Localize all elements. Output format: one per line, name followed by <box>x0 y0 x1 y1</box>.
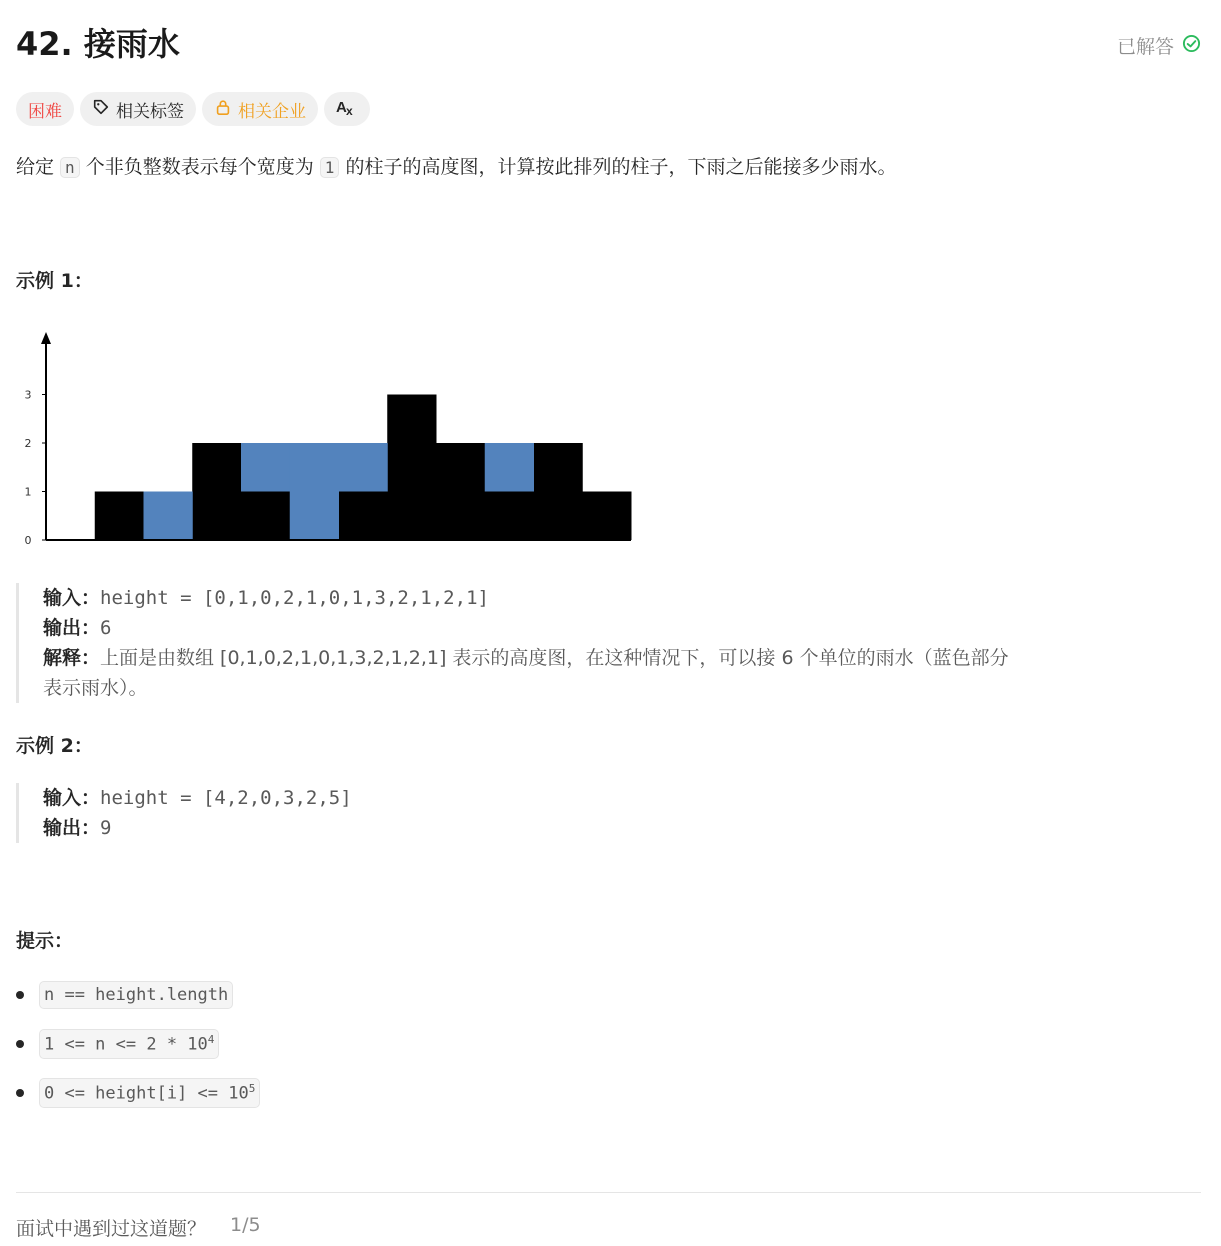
elevation-bar <box>339 492 388 541</box>
interview-feedback <box>16 1214 261 1241</box>
hint-code-base: 1 <= n <= 2 * 10 <box>44 1034 208 1055</box>
explain-label: 解释： <box>43 647 101 669</box>
inline-code-1: 1 <box>320 157 340 178</box>
solved-label: 已解答 <box>1116 36 1174 58</box>
translate-button[interactable] <box>324 92 370 126</box>
bullet <box>16 991 24 999</box>
input-label: 输入： <box>43 787 101 809</box>
water-bar <box>339 443 388 492</box>
hint-code-exponent: 5 <box>248 1082 256 1096</box>
problem-title: 42. 接雨水 <box>16 25 180 63</box>
input-value: height = [0,1,0,2,1,0,1,3,2,1,2,1] <box>100 587 489 609</box>
hint-code: n == height.length <box>39 981 233 1009</box>
output-label: 输出： <box>43 817 101 839</box>
example-2-heading: 示例 2： <box>16 735 93 757</box>
interview-question[interactable]: 面试中遇到过这道题？ <box>16 1218 207 1240</box>
elevation-bar <box>485 492 534 541</box>
interview-count: 1/5 <box>230 1214 261 1236</box>
description-text: 的柱子的高度图，计算按此排列的柱子，下雨之后能接多少雨水。 <box>339 156 897 178</box>
svg-text:x: x <box>346 103 353 117</box>
elevation-bar <box>241 492 290 541</box>
elevation-bar <box>192 443 241 540</box>
hints-heading: 提示： <box>16 930 74 952</box>
y-tick-label: 3 <box>24 388 32 402</box>
tag-bar <box>16 92 370 126</box>
elevation-bar <box>436 443 485 540</box>
water-bar <box>290 443 339 540</box>
y-tick-label: 2 <box>24 437 32 450</box>
tag-icon <box>92 98 116 121</box>
water-bar <box>144 492 193 541</box>
output-label: 输出： <box>43 617 101 639</box>
description-text: 个非负整数表示每个宽度为 <box>79 156 320 178</box>
check-circle-icon <box>1182 34 1201 58</box>
hint-item <box>16 1076 260 1110</box>
hint-code-base: 0 <= height[i] <= 10 <box>44 1083 249 1104</box>
hint-code-exponent: 4 <box>207 1033 215 1047</box>
divider <box>16 1192 1201 1193</box>
difficulty-badge[interactable]: 困难 <box>16 92 74 126</box>
hints-list <box>16 978 260 1125</box>
elevation-bar <box>387 395 436 541</box>
hint-code <box>39 1078 260 1108</box>
translate-icon <box>336 97 358 122</box>
related-companies-label: 相关企业 <box>238 101 306 122</box>
elevation-bar <box>582 492 631 541</box>
y-tick-label: 1 <box>24 485 32 499</box>
example-2-block <box>16 783 352 843</box>
example-1-block <box>16 583 1199 703</box>
related-companies-button[interactable] <box>202 92 318 126</box>
elevation-bar <box>534 443 583 540</box>
output-value: 9 <box>100 817 112 839</box>
explain-text-continued: 表示雨水）。 <box>43 677 148 699</box>
description-text: 给定 <box>16 156 61 178</box>
solved-status <box>1117 32 1201 59</box>
output-value: 6 <box>100 617 112 639</box>
input-value: height = [4,2,0,3,2,5] <box>100 787 352 809</box>
hint-code <box>39 1029 219 1059</box>
input-label: 输入： <box>43 587 101 609</box>
svg-text:A: A <box>336 98 347 116</box>
explain-text: 上面是由数组 [0,1,0,2,1,0,1,3,2,1,2,1] 表示的高度图，在这种情况下，可以接 6 个单位的雨水（蓝色部分 <box>100 647 1009 669</box>
water-bar <box>241 443 290 492</box>
elevation-bar <box>95 492 144 541</box>
bullet <box>16 1089 24 1097</box>
inline-code-n: n <box>60 157 80 178</box>
related-tags-button[interactable] <box>80 92 196 126</box>
hint-item <box>16 1027 260 1061</box>
related-tags-label: 相关标签 <box>116 101 184 122</box>
hint-item <box>16 978 260 1012</box>
bullet <box>16 1040 24 1048</box>
example-1-heading: 示例 1： <box>16 270 93 292</box>
lock-icon <box>214 98 238 121</box>
y-axis-arrow <box>41 332 51 344</box>
y-tick-label: 0 <box>24 534 32 547</box>
water-bar <box>485 443 534 492</box>
problem-description <box>16 153 896 182</box>
elevation-map-chart <box>16 320 636 550</box>
